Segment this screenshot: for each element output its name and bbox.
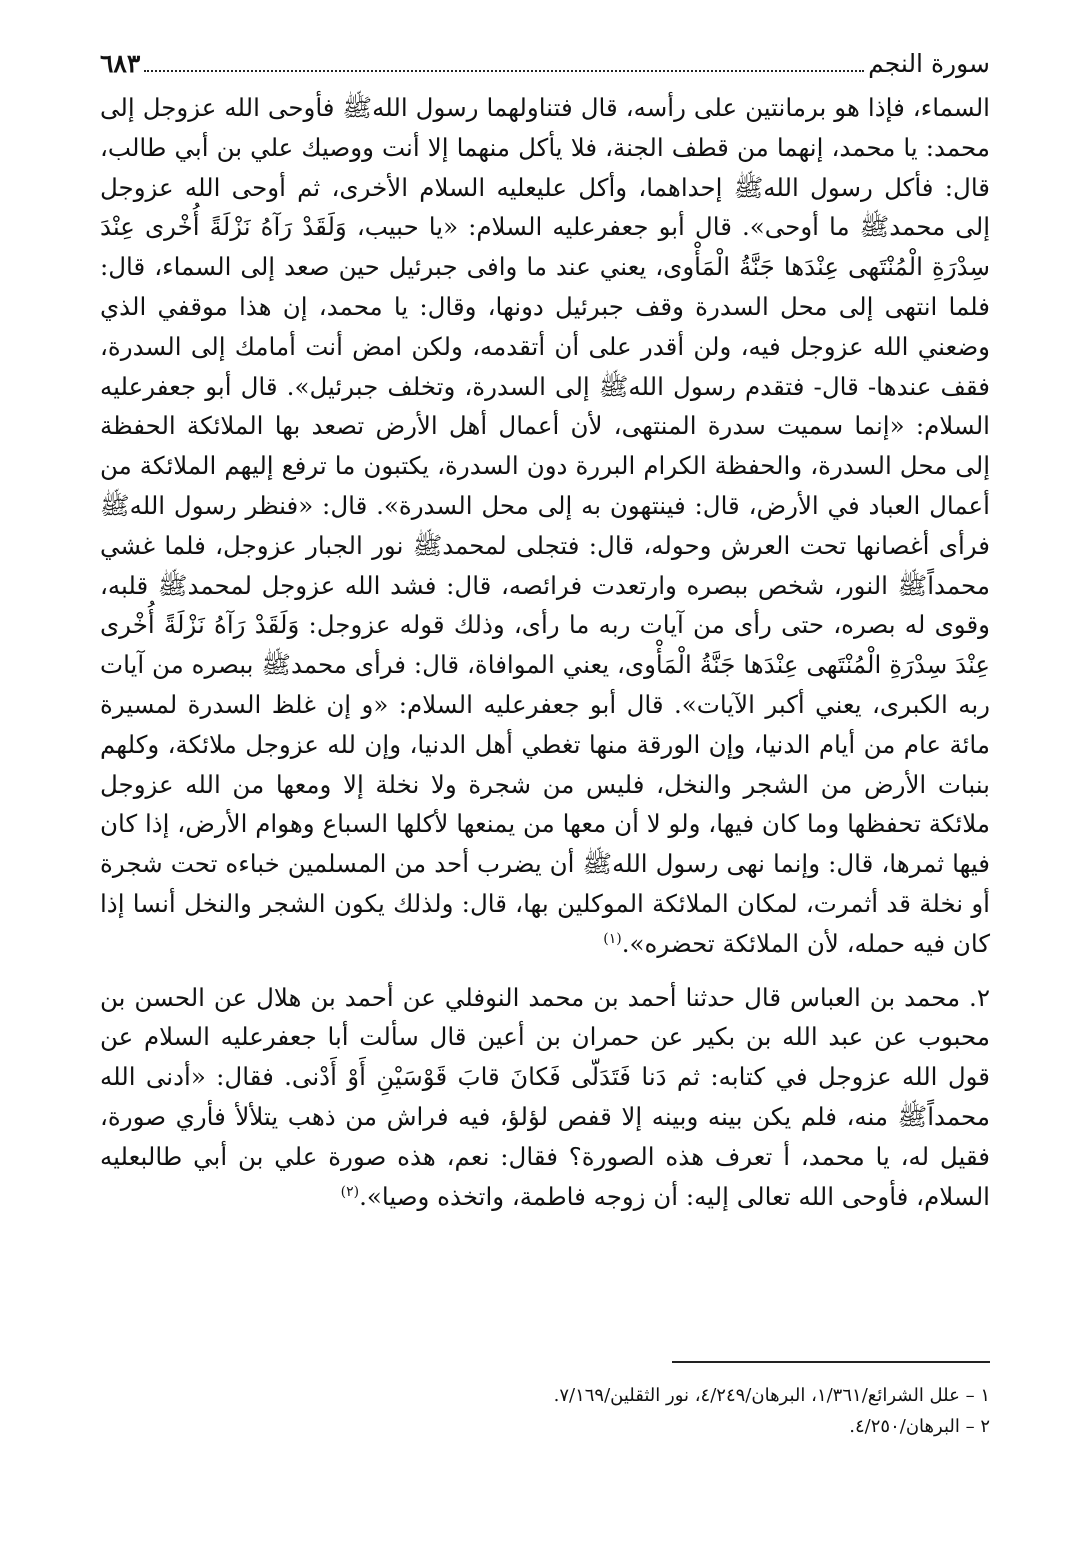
page-number: ٦٨٣ — [100, 49, 141, 78]
footnote-2: ٢ – البرهان/٤/٢٥٠. — [849, 1416, 990, 1437]
book-page — [100, 40, 990, 1520]
paragraph-1-text: السماء، فإذا هو برمانتين على رأسه، قال فتناولهما رسول اللهﷺ فأوحى الله عزوجل إلى محمد: يا محمد، إنهما من قطف الجنة، فلا يأكل منهما إلا أنت ووصيك علي بن أبي طالب، قال: فأكل رسول اللهﷺ إحداهما، وأكل عليعليه السلام الأخرى، ثم أوحى الله عزوجل إلى محمدﷺ ما أوحى». قال أبو جعفرعليه السلام: «يا حبيب، وَلَقَدْ رَآهُ نَزْلَةً أُخْرى عِنْدَ سِدْرَةِ الْمُنْتَهى عِنْدَها جَنَّةُ الْمَأْوى، يعني عند ما وافى جبرئيل حين صعد إلى السماء، قال: فلما انتهى إلى محل السدرة وقف جبرئيل دونها، وقال: يا محمد، إن هذا موقفي الذي وضعني الله عزوجل فيه، ولن أقدر على أن أتقدمه، ولكن امض أنت أمامك إلى السدرة، فقف عندها- قال- فتقدم رسول اللهﷺ إلى السدرة، وتخلف جبرئيل». قال أبو جعفرعليه السلام: «إنما سميت سدرة المنتهى، لأن أعمال أهل الأرض تصعد بها الملائكة الحفظة إلى محل السدرة، والحفظة الكرام البررة دون السدرة، يكتبون ما ترفع إليهم الملائكة من أعمال العباد في الأرض، قال: فينتهون به إلى محل السدرة». قال: «فنظر رسول اللهﷺ فرأى أغصانها تحت العرش وحوله، قال: فتجلى لمحمدﷺ نور الجبار عزوجل، فلما غشي محمداًﷺ النور، شخص ببصره وارتعدت فرائصه، قال: فشد الله عزوجل لمحمدﷺ قلبه، وقوى له بصره، حتى رأى من آيات ربه ما رأى، وذلك قوله عزوجل: وَلَقَدْ رَآهُ نَزْلَةً أُخْرى عِنْدَ سِدْرَةِ الْمُنْتَهى عِنْدَها جَنَّةُ الْمَأْوى، يعني الموافاة، قال: فرأى محمدﷺ ببصره من آيات ربه الكبرى، يعني أكبر الآيات». قال أبو جعفرعليه السلام: «و إن غلظ السدرة لمسيرة مائة عام من أيام الدنيا، وإن الورقة منها تغطي أهل الدنيا، وإن لله عزوجل ملائكة، وكلهم بنبات الأرض من الشجر والنخل، فليس من شجرة ولا نخلة إلا ومعها من الله عزوجل ملائكة تحفظها وما كان فيها، ولو لا أن معها من يمنعها لأكلها السباع وهوام الأرض، إذا كان فيها ثمرها، قال: وإنما نهى رسول اللهﷺ أن يضرب أحد من المسلمين خباءه تحت شجرة أو نخلة قد أثمرت، لمكان الملائكة الموكلين بها، قال: ولذلك يكون الشجر والنخل أنسا إذا كان فيه حمله، لأن الملائكة تحضره». — [100, 93, 990, 958]
footnote-ref-1: (١) — [603, 930, 622, 947]
footnotes — [100, 1380, 990, 1442]
paragraph-1 — [100, 88, 990, 964]
footnote-1: ١ – علل الشرائع/١/٣٦١، البرهان/٤/٢٤٩، نور الثقلين/٧/١٦٩. — [553, 1385, 990, 1406]
surah-title: سورة النجم — [868, 49, 990, 78]
paragraph-2 — [100, 978, 990, 1217]
running-header — [100, 40, 990, 88]
leader-dots — [144, 69, 864, 72]
footnote-ref-2: (٢) — [340, 1183, 360, 1200]
paragraph-2-text: ٢. محمد بن العباس قال حدثنا أحمد بن محمد النوفلي عن أحمد بن هلال عن الحسن بن محبوب عن عبد الله بن بكير عن حمران بن أعين قال سألت أبا جعفرعليه السلام عن قول الله عزوجل في كتابه: ثم دَنا فَتَدَلّى فَكانَ قابَ قَوْسَيْنِ أَوْ أَدْنى. فقال: «أدنى الله محمداًﷺ منه، فلم يكن بينه وبينه إلا قفص لؤلؤ، فيه فراش من ذهب يتلألأ فأري صورة، فقيل له، يا محمد، أ تعرف هذه الصورة؟ فقال: نعم، هذه صورة علي بن أبي طالبعليه السلام، فأوحى الله تعالى إليه: أن زوجه فاطمة، واتخذه وصيا». — [100, 982, 990, 1211]
footnote-separator — [672, 1361, 990, 1363]
